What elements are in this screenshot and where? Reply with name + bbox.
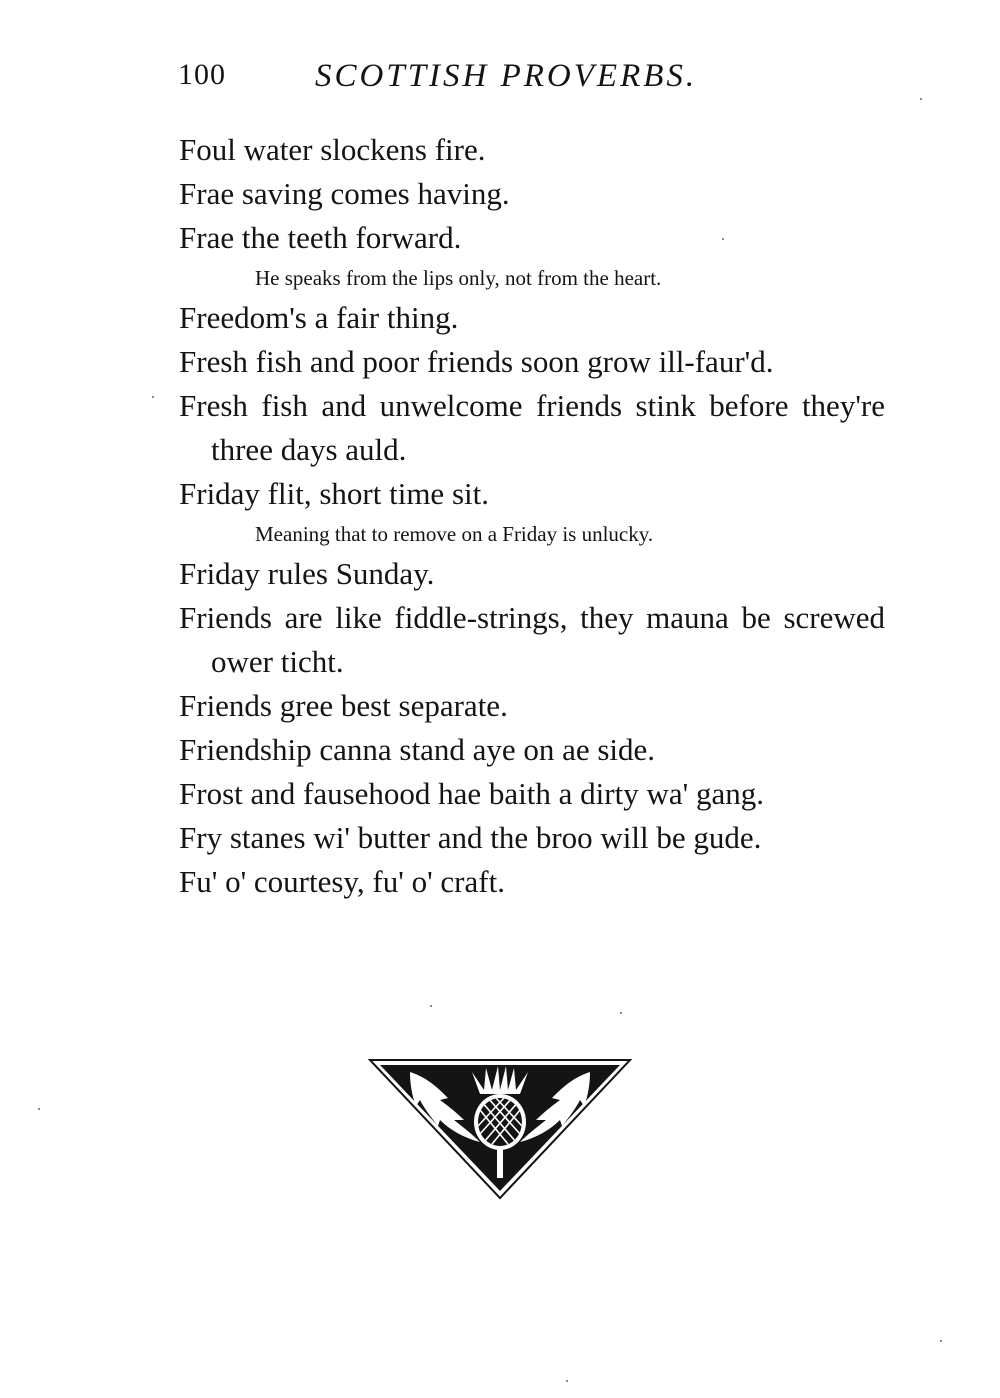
paper-speck — [430, 1005, 432, 1007]
proverb: Fu' o' courtesy, fu' o' craft. — [179, 864, 505, 899]
paper-speck — [152, 396, 154, 398]
paper-speck — [38, 1108, 40, 1110]
paper-speck — [920, 98, 922, 100]
proverb: Fry stanes wi' butter and the broo will be gude. — [179, 820, 762, 855]
proverb: Frae saving comes having. — [179, 176, 510, 211]
proverb: Freedom's a fair thing. — [179, 300, 459, 335]
proverb: Fresh fish and poor friends soon grow ill-faur'd. — [179, 344, 774, 379]
proverb: Friendship canna stand aye on ae side. — [179, 732, 656, 767]
paper-speck — [940, 1340, 942, 1342]
proverb: Foul water slockens fire. — [179, 132, 486, 167]
running-title: SCOTTISH PROVERBS. — [315, 58, 698, 94]
proverb: Fresh fish and unwelcome friends stink before they're three days auld. — [179, 388, 885, 467]
paper-speck — [722, 238, 724, 240]
proverb: Friends are like fiddle-strings, they mauna be screwed ower ticht. — [179, 600, 885, 679]
thistle-ornament — [368, 1058, 632, 1200]
paper-speck — [566, 1380, 568, 1382]
page-number: 100 — [178, 58, 226, 91]
proverb: Frae the teeth forward. — [179, 220, 462, 255]
proverb-gloss: He speaks from the lips only, not from the heart. — [255, 266, 662, 290]
running-header — [178, 58, 778, 102]
proverb: Friday rules Sunday. — [179, 556, 435, 591]
proverb: Frost and fausehood hae baith a dirty wa' gang. — [179, 776, 764, 811]
thistle-icon — [368, 1058, 632, 1200]
paper-speck — [620, 1012, 622, 1014]
proverb-list — [179, 128, 885, 904]
proverb: Friday flit, short time sit. — [179, 476, 489, 511]
proverb: Friends gree best separate. — [179, 688, 508, 723]
proverb-gloss: Meaning that to remove on a Friday is unlucky. — [255, 522, 654, 546]
